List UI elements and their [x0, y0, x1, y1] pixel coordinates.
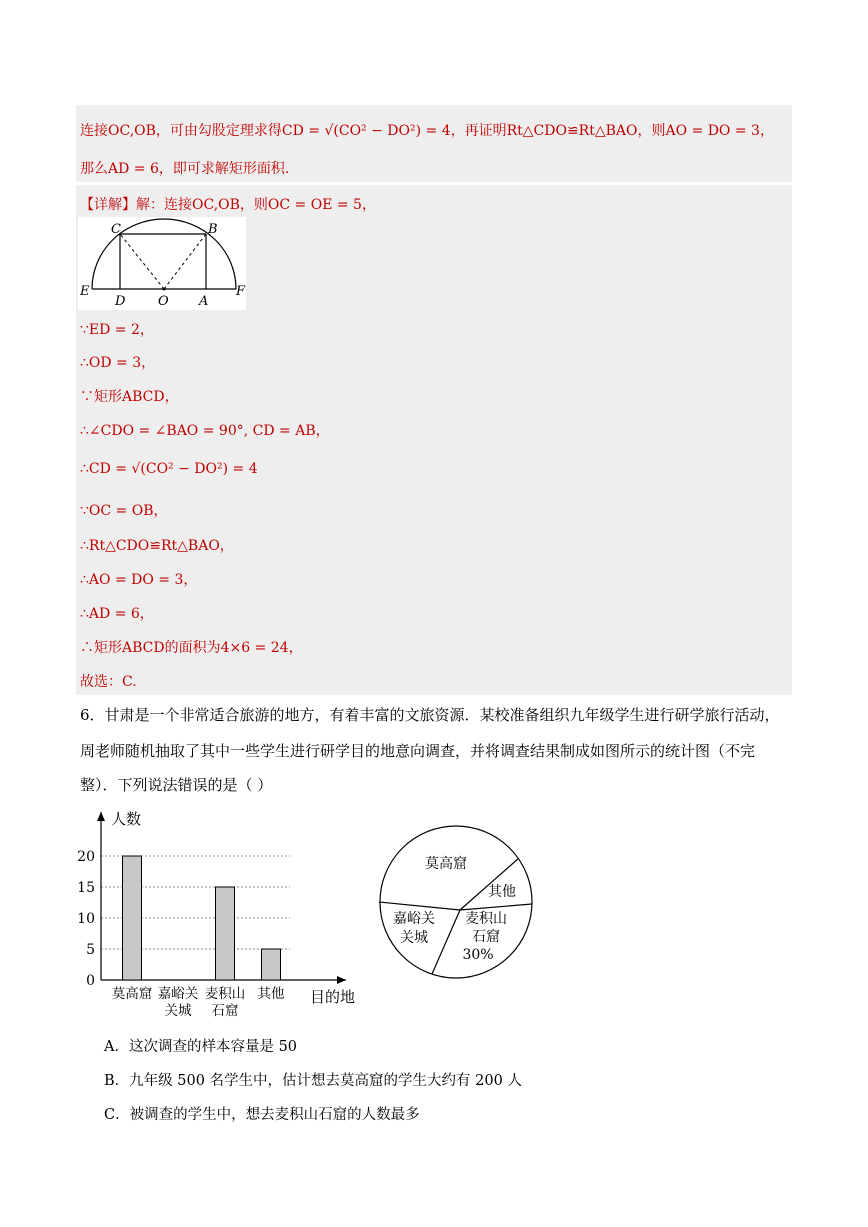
- detail-intro: [80, 194, 376, 214]
- pie-slice-label: 莫高窟: [425, 856, 467, 872]
- question-line-3: 整）．下列说法错误的是（ ）: [80, 776, 273, 794]
- pie-slice-label: 嘉峪关: [393, 911, 435, 927]
- y-tick-label: 20: [77, 849, 95, 865]
- label-C: C: [111, 222, 121, 237]
- bar: [123, 856, 142, 980]
- bar: [216, 887, 235, 980]
- y-tick-label: 5: [86, 942, 95, 958]
- pie-slice-label: 麦积山: [465, 911, 507, 927]
- label-A: A: [199, 294, 209, 309]
- step-9: ∴AD = 6，: [80, 606, 154, 622]
- pie-slice-label: 石窟: [472, 929, 500, 945]
- x-axis-arrow: [337, 976, 346, 984]
- step-8: ∴AO = DO = 3，: [80, 572, 198, 588]
- y-tick-label: 15: [77, 880, 95, 896]
- y-axis-arrow: [97, 812, 105, 821]
- question-line-2: 周老师随机抽取了其中一些学生进行研学目的地意向调查，并将调查结果制成如图所示的统计图（不完: [80, 742, 756, 760]
- x-axis-title: 目的地: [310, 988, 356, 1006]
- detail-tag: 【详解】: [80, 197, 136, 213]
- pie-slice-label: 关城: [400, 930, 428, 946]
- x-tick-label: 莫高窟: [111, 986, 153, 1002]
- pie-outline: [380, 826, 532, 978]
- label-B: B: [208, 222, 218, 237]
- x-tick-label: 麦积山: [204, 986, 246, 1002]
- step-11: 故选：C.: [80, 674, 137, 690]
- step-1: ∵ED = 2，: [80, 322, 154, 338]
- analysis-line-1: 连接OC,OB，可由勾股定理求得CD = √(CO² − DO²) = 4，再证明Rt△CDO≌Rt△BAO，则AO = DO = 3，: [80, 123, 774, 139]
- label-F: F: [236, 284, 246, 299]
- pie-slice-label: 其他: [488, 884, 516, 900]
- pie-slice-label: 30%: [462, 947, 494, 963]
- step-10: ∴矩形ABCD的面积为4×6 = 24，: [80, 640, 303, 656]
- x-tick-label: 石窟: [211, 1003, 239, 1019]
- option-a: A．这次调查的样本容量是 50: [104, 1039, 298, 1055]
- x-tick-label: 其他: [257, 986, 285, 1002]
- step-3: ∵矩形ABCD，: [80, 389, 179, 405]
- pie-chart: [374, 820, 538, 984]
- bar-chart: [76, 806, 366, 1020]
- detail-intro-text: 解：连接OC,OB，则OC = OE = 5，: [136, 197, 376, 213]
- step-7: ∴Rt△CDO≌Rt△BAO，: [80, 538, 234, 554]
- analysis-line-2: 那么AD = 6，即可求解矩形面积.: [80, 161, 290, 177]
- step-5: ∴CD = √(CO² − DO²) = 4: [80, 461, 258, 477]
- x-tick-label: 嘉峪关: [157, 986, 199, 1002]
- step-2: ∴OD = 3，: [80, 355, 156, 371]
- y-tick-label: 0: [86, 973, 95, 989]
- question-line-1: 6．甘肃是一个非常适合旅游的地方，有着丰富的文旅资源．某校准备组织九年级学生进行研学旅行活动，: [80, 706, 780, 724]
- y-axis-title: 人数: [111, 810, 142, 828]
- option-c: C．被调查的学生中，想去麦积山石窟的人数最多: [104, 1107, 420, 1123]
- semicircle-figure: [78, 217, 246, 310]
- label-D: D: [115, 294, 126, 309]
- bar: [262, 949, 281, 980]
- step-6: ∵OC = OB，: [80, 503, 168, 519]
- step-4: ∴∠CDO = ∠BAO = 90°, CD = AB，: [80, 423, 330, 439]
- label-O: O: [158, 294, 169, 309]
- y-tick-label: 10: [77, 911, 95, 927]
- x-tick-label: 关城: [164, 1003, 192, 1019]
- label-E: E: [80, 284, 90, 299]
- option-b: B．九年级 500 名学生中，估计想去莫高窟的学生大约有 200 人: [104, 1073, 522, 1089]
